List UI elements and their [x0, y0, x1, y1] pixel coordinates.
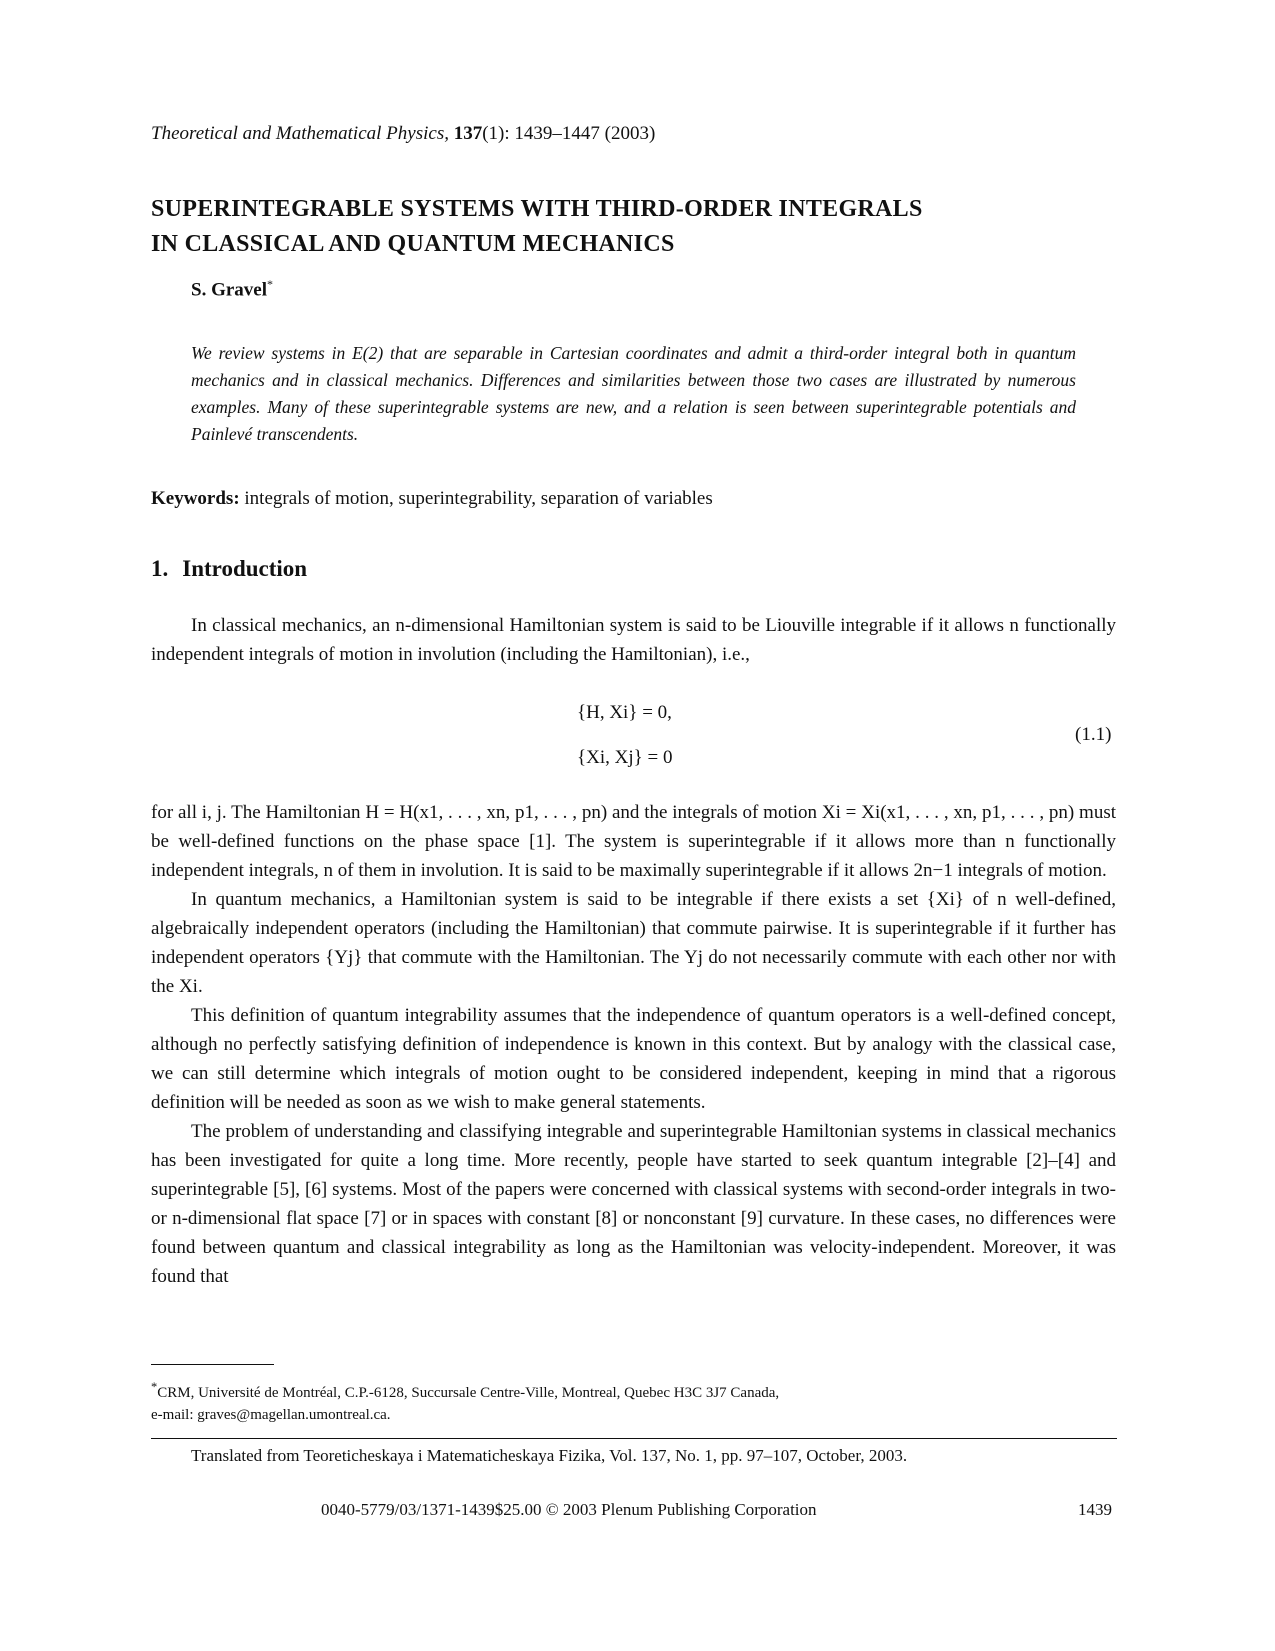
paragraph-2: for all i, j. The Hamiltonian H = H(x1, . . . , xn, p1, . . . , pn) and the integrals of motion Xi = Xi(x1, . . . , xn, p1, . . . , pn) must be well-defined functions on the phase space [1]. The system is superintegrable if it allows more than n functionally independent integrals, n of them in involution. It is said to be maximally superintegrable if it allows 2n−1 integrals of motion.	[151, 802, 1116, 881]
paper-title	[151, 192, 1131, 262]
footnote-affiliation: CRM, Université de Montréal, C.P.-6128, Succursale Centre-Ville, Montreal, Quebec H3C 3J7 Canada,	[157, 1385, 780, 1401]
journal-name: Theoretical and Mathematical Physics,	[151, 123, 449, 144]
footnote-rule	[151, 1364, 274, 1365]
equation-line-1: {H, Xi} = 0,	[577, 702, 672, 723]
keywords	[151, 488, 713, 510]
author-name: S. Gravel	[191, 279, 267, 301]
keywords-label: Keywords:	[151, 488, 240, 509]
footnote-line-1	[151, 1376, 1051, 1404]
section-heading	[151, 556, 307, 582]
author	[191, 277, 273, 301]
equation-line-2: {Xi, Xj} = 0	[577, 747, 673, 768]
footnote-mark: *	[151, 1380, 158, 1394]
section-number: 1.	[151, 556, 169, 581]
title-line-1: SUPERINTEGRABLE SYSTEMS WITH THIRD-ORDER INTEGRALS	[151, 196, 923, 222]
paragraph-4: This definition of quantum integrability assumes that the independence of quantum operators is a well-defined concept, although no perfectly satisfying definition of independence is known in this context. But by analogy with the classical case, we can still determine which integrals of motion ought to be considered independent, keeping in mind that a rigorous definition will be needed as soon as we wish to make general statements.	[151, 1005, 1116, 1113]
section-title: Introduction	[182, 556, 308, 581]
footer-rule	[151, 1438, 1117, 1439]
paragraph-5: The problem of understanding and classifying integrable and superintegrable Hamiltonian systems in classical mechanics has been investigated for quite a long time. More recently, people have started to seek quantum integrable [2]–[4] and superintegrable [5], [6] systems. Most of the papers were concerned with classical systems with second-order integrals in two- or n-dimensional flat space [7] or in spaces with constant [8] or nonconstant [9] curvature. In these cases, no differences were found between quantum and classical integrability as long as the Hamiltonian was velocity-independent. Moreover, it was found that	[151, 1121, 1116, 1287]
journal-citation	[151, 123, 655, 145]
copyright-line: 0040-5779/03/1371-1439$25.00 © 2003 Plenum Publishing Corporation	[321, 1500, 817, 1519]
paragraph-1	[151, 611, 1116, 669]
translation-note: Translated from Teoreticheskaya i Matematicheskaya Fizika, Vol. 137, No. 1, pp. 97–107, October, 2003.	[191, 1446, 908, 1465]
paragraph-3: In quantum mechanics, a Hamiltonian system is said to be integrable if there exists a set {Xi} of n well-defined, algebraically independent operators (including the Hamiltonian) that commute pairwise. It is superintegrable if it further has independent operators {Yj} that commute with the Hamiltonian. The Yj do not necessarily commute with each other nor with the Xi.	[151, 889, 1116, 997]
paragraph-text: In classical mechanics, an n-dimensional Hamiltonian system is said to be Liouville integrable if it allows n functionally independent integrals of motion in involution (including the Hamiltonian), i.e.,	[151, 615, 1116, 665]
journal-issue-pages: (1): 1439–1447 (2003)	[482, 123, 656, 144]
title-line-2: IN CLASSICAL AND QUANTUM MECHANICS	[151, 231, 675, 257]
footnote	[151, 1376, 1051, 1426]
author-footnote-mark: *	[267, 277, 273, 291]
abstract: We review systems in E(2) that are separable in Cartesian coordinates and admit a third-order integral both in quantum mechanics and in classical mechanics. Differences and similarities between those two cases are illustrated by numerous examples. Many of these superintegrable systems are new, and a relation is seen between superintegrable potentials and Painlevé transcendents.	[191, 343, 1076, 444]
body-text	[151, 798, 1116, 1291]
journal-volume: 137	[453, 123, 483, 144]
keywords-text: integrals of motion, superintegrability, separation of variables	[244, 488, 713, 509]
footnote-line-2: e-mail: graves@magellan.umontreal.ca.	[151, 1407, 391, 1423]
equation-number: (1.1)	[1075, 724, 1112, 745]
page-number: 1439	[1078, 1500, 1112, 1519]
